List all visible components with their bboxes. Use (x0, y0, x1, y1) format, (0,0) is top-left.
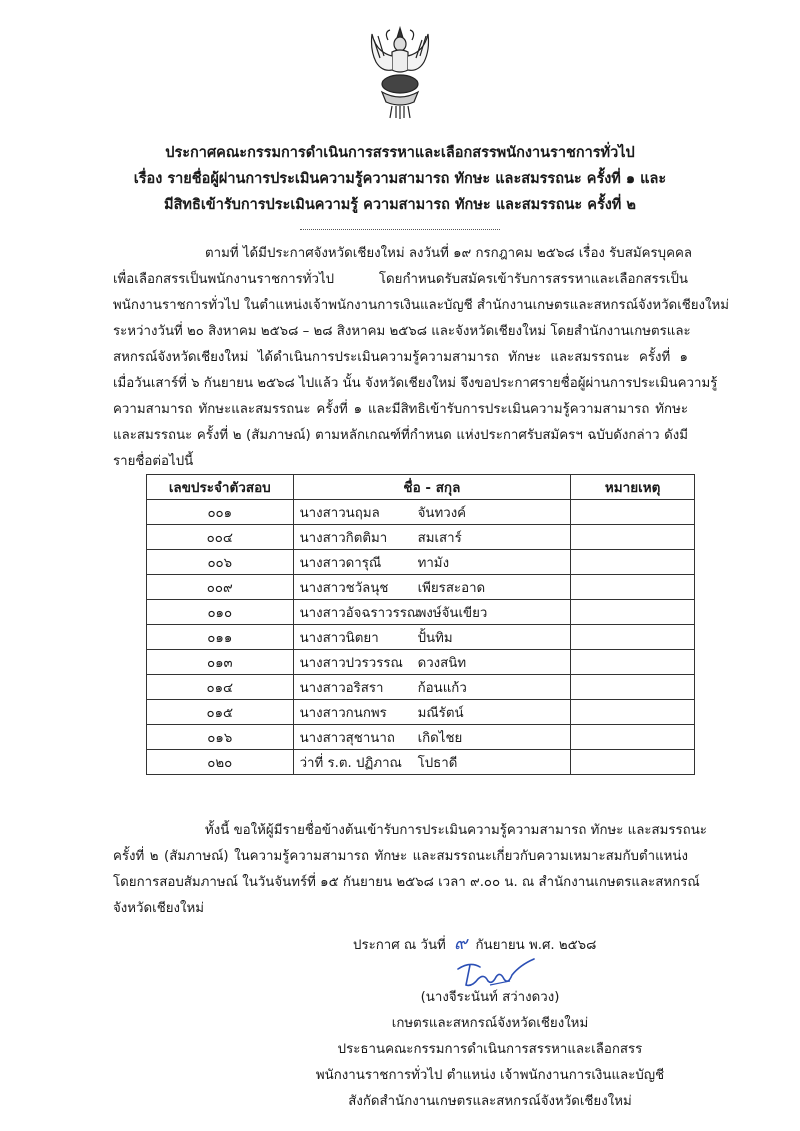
remark-cell (571, 675, 695, 700)
name-cell (293, 675, 571, 700)
first-name: นางสาวสุชานาถ (299, 730, 395, 746)
last-name: ปั้นทิม (417, 630, 453, 646)
remark-cell (571, 750, 695, 775)
name-cell (293, 700, 571, 725)
first-name: นางสาวชวัลนุช (299, 580, 389, 596)
date-prefix: ประกาศ ณ วันที่ (353, 938, 446, 953)
name-cell (293, 600, 571, 625)
table-row (147, 575, 695, 600)
exam-id-cell: ๐๑๖ (147, 725, 294, 750)
date-day-handwritten: ๙ (454, 933, 468, 954)
interview-paragraph (113, 818, 707, 922)
signatory-title-line: สังกัดสำนักงานเกษตรและสหกรณ์จังหวัดเชียงใหม่ (348, 1094, 632, 1109)
name-cell (293, 625, 571, 650)
last-name: ทามัง (417, 555, 450, 571)
remark-cell (571, 525, 695, 550)
dotted-divider (300, 229, 500, 230)
last-name: เพียรสะอาด (417, 580, 486, 596)
garuda-emblem-icon (362, 22, 438, 122)
exam-id-cell: ๐๑๕ (147, 700, 294, 725)
last-name: ก้อนแก้ว (417, 680, 467, 696)
table-row (147, 650, 695, 675)
first-name: นางสาวอริสรา (299, 680, 384, 696)
paragraph-line: โดยการสอบสัมภาษณ์ ในวันจันทร์ที่ ๑๕ กันยายน ๒๕๖๘ เวลา ๙.๐๐ น. ณ สำนักงานเกษตรและสหกรณ์ (113, 875, 700, 890)
first-name: นางสาวอัจฉราวรรณ (299, 605, 420, 621)
title-line-2: เรื่อง รายชื่อผู้ผ่านการประเมินความรู้ความสามารถ ทักษะ และสมรรถนะ ครั้งที่ ๑ และ (133, 171, 667, 187)
announcement-date (353, 928, 596, 957)
table-row (147, 550, 695, 575)
table-row (147, 525, 695, 550)
first-name: นางสาวดารุณี (299, 555, 382, 571)
table-row (147, 500, 695, 525)
first-name: นางสาวกิตติมา (299, 530, 388, 546)
remark-cell (571, 700, 695, 725)
table-row (147, 675, 695, 700)
first-name: นางสาวปวรวรรณ (299, 655, 403, 671)
table-row (147, 700, 695, 725)
signatory-title-line: เกษตรและสหกรณ์จังหวัดเชียงใหม่ (391, 1016, 589, 1031)
signatory-title-line: พนักงานราชการทั่วไป ตำแหน่ง เจ้าพนักงานการเงินและบัญชี (315, 1068, 665, 1083)
name-cell (293, 650, 571, 675)
table-header-row (147, 475, 695, 500)
last-name: โปธาดี (417, 755, 458, 771)
remark-cell (571, 575, 695, 600)
remark-cell (571, 650, 695, 675)
paragraph-line: ทั้งนี้ ขอให้ผู้มีรายชื่อข้างต้นเข้ารับการประเมินความรู้ความสามารถ ทักษะ และสมรรถนะ (205, 823, 707, 838)
paragraph-line: ครั้งที่ ๒ (สัมภาษณ์) ในความรู้ความสามารถ ทักษะ และสมรรถนะเกี่ยวกับความเหมาะสมกับตำแหน่ง (113, 849, 688, 864)
name-cell (293, 725, 571, 750)
signatory-title-line: ประธานคณะกรรมการดำเนินการสรรหาและเลือกสรร (337, 1042, 643, 1057)
last-name: สมเสาร์ (417, 530, 462, 546)
paragraph-line: จังหวัดเชียงใหม่ (113, 901, 205, 916)
last-name: จันทวงค์ (417, 505, 467, 521)
first-name: นางสาวนฤมล (299, 505, 380, 521)
paragraph-line: เพื่อเลือกสรรเป็นพนักงานราชการทั่วไป โดยกำหนดรับสมัครเข้ารับการสรรหาและเลือกสรรเป็น (113, 272, 688, 287)
paragraph-line: รายชื่อต่อไปนี้ (113, 454, 194, 469)
name-cell (293, 550, 571, 575)
title-line-3: มีสิทธิเข้ารับการประเมินความรู้ ความสามารถ ทักษะ และสมรรถนะ ครั้งที่ ๒ (164, 197, 636, 213)
remark-cell (571, 725, 695, 750)
paragraph-line: และสมรรถนะ ครั้งที่ ๒ (สัมภาษณ์) ตามหลักเกณฑ์ที่กำหนด แห่งประกาศรับสมัครฯ ฉบับดังกล่าว ดังมี (113, 428, 688, 443)
name-cell (293, 750, 571, 775)
table-row (147, 725, 695, 750)
remark-cell (571, 500, 695, 525)
candidates-table (146, 474, 695, 775)
last-name: มณีรัตน์ (417, 705, 464, 721)
header-remark: หมายเหตุ (571, 475, 695, 500)
last-name: ดวงสนิท (417, 655, 467, 671)
name-cell (293, 525, 571, 550)
paragraph-line: เมื่อวันเสาร์ที่ ๖ กันยายน ๒๕๖๘ ไปแล้ว นั้น จังหวัดเชียงใหม่ จึงขอประกาศรายชื่อผู้ผ่านการประเมินความรู้ (113, 376, 718, 391)
last-name: เกิดไชย (417, 730, 463, 746)
paragraph-line: ตามที่ ได้มีประกาศจังหวัดเชียงใหม่ ลงวันที่ ๑๙ กรกฎาคม ๒๕๖๘ เรื่อง รับสมัครบุคคล (205, 246, 693, 261)
last-name: พงษ์จันเขียว (417, 605, 488, 621)
remark-cell (571, 625, 695, 650)
exam-id-cell: ๐๑๓ (147, 650, 294, 675)
paragraph-line: ระหว่างวันที่ ๒๐ สิงหาคม ๒๕๖๘ – ๒๘ สิงหาคม ๒๕๖๘ และจังหวัดเชียงใหม่ โดยสำนักงานเกษตรและ (113, 324, 691, 339)
exam-id-cell: ๐๐๔ (147, 525, 294, 550)
table-row (147, 625, 695, 650)
exam-id-cell: ๐๑๔ (147, 675, 294, 700)
remark-cell (571, 550, 695, 575)
header-exam-id: เลขประจำตัวสอบ (147, 475, 294, 500)
signatory-name: (นางจีระนันท์ สว่างดวง) (420, 990, 560, 1005)
date-suffix: กันยายน พ.ศ. ๒๕๖๘ (475, 938, 597, 953)
exam-id-cell: ๐๐๑ (147, 500, 294, 525)
paragraph-line: สหกรณ์จังหวัดเชียงใหม่ ได้ดำเนินการประเมินความรู้ความสามารถ ทักษะ และสมรรถนะ ครั้งที่ ๑ (113, 350, 688, 365)
exam-id-cell: ๐๒๐ (147, 750, 294, 775)
exam-id-cell: ๐๐๖ (147, 550, 294, 575)
first-name: นางสาวนิตยา (299, 630, 379, 646)
remark-cell (571, 600, 695, 625)
intro-paragraph (113, 241, 730, 475)
paragraph-line: พนักงานราชการทั่วไป ในตำแหน่งเจ้าพนักงานการเงินและบัญชี สำนักงานเกษตรและสหกรณ์จังหวัดเชียงใหม่ (113, 298, 730, 313)
first-name: นางสาวกนกพร (299, 705, 387, 721)
first-name: ว่าที่ ร.ต. ปฏิภาณ (299, 755, 402, 771)
announcement-title (100, 140, 700, 218)
signatory-block (280, 985, 700, 1115)
exam-id-cell: ๐๑๑ (147, 625, 294, 650)
header-full-name: ชื่อ - สกุล (293, 475, 571, 500)
name-cell (293, 500, 571, 525)
paragraph-line: ความสามารถ ทักษะและสมรรถนะ ครั้งที่ ๑ และมีสิทธิเข้ารับการประเมินความรู้ความสามารถ ทักษะ (113, 402, 688, 417)
title-line-1: ประกาศคณะกรรมการดำเนินการสรรหาและเลือกสรรพนักงานราชการทั่วไป (165, 145, 635, 161)
exam-id-cell: ๐๐๙ (147, 575, 294, 600)
table-row (147, 750, 695, 775)
name-cell (293, 575, 571, 600)
table-row (147, 600, 695, 625)
exam-id-cell: ๐๑๐ (147, 600, 294, 625)
